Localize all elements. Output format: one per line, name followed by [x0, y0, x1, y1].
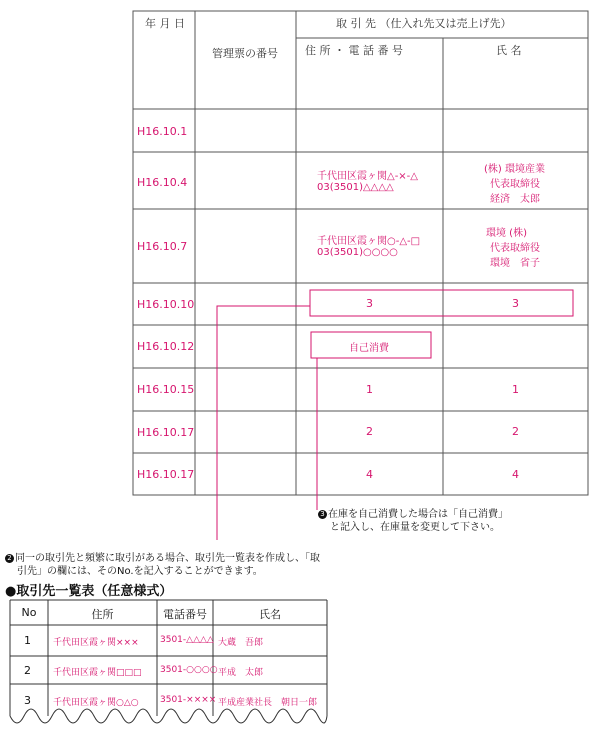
list-row-address: 千代田区霞ヶ関××× [53, 638, 139, 648]
row-partner-no: 1 [512, 383, 519, 396]
header-name: 氏 名 [496, 44, 522, 57]
list-header-phone: 電話番号 [163, 608, 207, 621]
note-self-consumption: 3 在庫を自己消費した場合は「自己消費」 と記入し、在庫量を変更して下さい。 [318, 508, 508, 534]
row-partner-no: 3 [366, 297, 373, 310]
row-date: H16.10.10 [137, 298, 195, 311]
header-date: 年 月 日 [145, 17, 185, 30]
row-partner-no: 2 [366, 425, 373, 438]
list-row-phone: 3501-○○○○ [160, 665, 218, 675]
row-name-line: 環境 (株) [486, 228, 527, 239]
row-date: H16.10.12 [137, 340, 195, 353]
list-header-name: 氏名 [259, 608, 281, 621]
row-name-line: 環境 省子 [490, 258, 540, 269]
row-partner-no: 4 [366, 468, 373, 481]
note-number-badge: 2 [5, 554, 14, 563]
row-partner-no: 1 [366, 383, 373, 396]
list-row-no: 3 [24, 694, 31, 707]
row-date: H16.10.17 [137, 426, 195, 439]
row-date: H16.10.15 [137, 383, 195, 396]
row-name-line: 代表取締役 [490, 243, 540, 254]
row-date: H16.10.7 [137, 240, 188, 253]
row-name-line: 経済 太郎 [490, 194, 540, 205]
header-mgmt-no: 管理票の番号 [212, 47, 278, 60]
row-phone: 03(3501)○○○○ [317, 247, 398, 258]
list-row-address: 千代田区霞ヶ関○△○ [53, 698, 139, 708]
row-date: H16.10.17 [137, 468, 195, 481]
list-row-phone: 3501-△△△△ [160, 635, 214, 645]
row-partner-no: 2 [512, 425, 519, 438]
row-phone: 03(3501)△△△△ [317, 182, 394, 193]
list-row-name: 平成産業社長 朝日一郎 [218, 698, 318, 708]
row-address: 千代田区霞ヶ関△-×-△ [317, 171, 418, 182]
list-row-no: 1 [24, 634, 31, 647]
list-row-phone: 3501-×××× [160, 695, 217, 705]
row-name-line: 代表取締役 [490, 179, 540, 190]
list-header-address: 住所 [91, 608, 114, 621]
list-row-no: 2 [24, 664, 31, 677]
row-date: H16.10.1 [137, 125, 188, 138]
row-date: H16.10.4 [137, 176, 188, 189]
list-header-no: No [21, 606, 37, 619]
list-row-address: 千代田区霞ヶ関□□□ [53, 668, 142, 678]
row-partner-no: 3 [512, 297, 519, 310]
row-address: 千代田区霞ヶ関○-△-□ [317, 236, 421, 247]
header-address: 住 所 ・ 電 話 番 号 [305, 44, 403, 57]
list-row-name: 大蔵 吾郎 [218, 638, 264, 648]
row-name-line: (株) 環境産業 [484, 164, 545, 175]
note-number-badge: 3 [318, 510, 327, 519]
list-table-title: ●取引先一覧表（任意様式） [5, 584, 173, 599]
list-row-name: 平成 太郎 [218, 668, 264, 678]
row-partner-no: 4 [512, 468, 519, 481]
note-partner-list: 2 同一の取引先と頻繁に取引がある場合、取引先一覧表を作成し、「取 引先」の欄には、そのNo.を記入することができます。 [5, 552, 320, 578]
self-consumption-label: 自己消費 [349, 343, 389, 354]
header-partner: 取 引 先 （仕入れ先又は売上げ先） [336, 17, 512, 30]
